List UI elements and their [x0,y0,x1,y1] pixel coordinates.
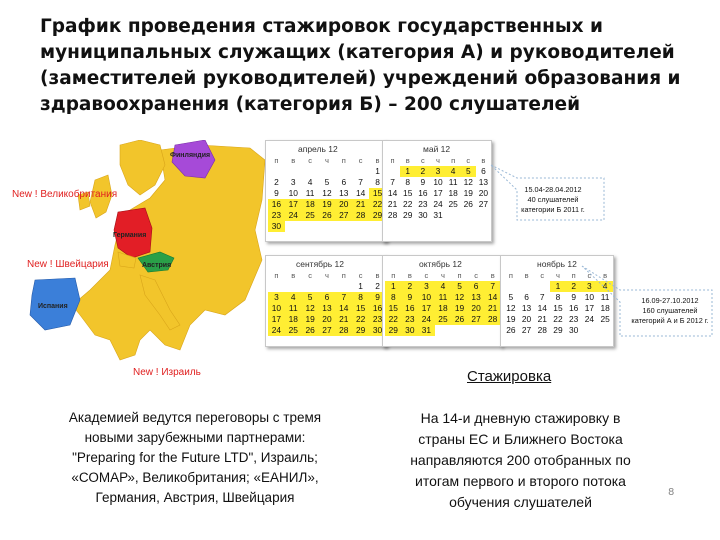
day: 10 [433,177,443,187]
day-highlighted: 2 [415,166,430,177]
finland-label: Финляндия [170,152,211,159]
day [484,325,501,336]
dow: в [524,271,529,280]
day [285,221,302,232]
day: 24 [433,199,443,209]
calendar-october [382,255,502,347]
day-highlighted: 24 [285,210,302,221]
calendar-month-label: ноябрь 12 [537,259,577,269]
dow: с [358,271,363,280]
day-highlighted: 20 [335,199,352,210]
day: 16 [418,188,428,198]
day: 23 [569,314,579,324]
dow: п [571,271,576,280]
day [451,325,468,336]
dow: с [420,156,425,165]
dow: п [341,156,346,165]
day-highlighted: 4 [597,281,613,292]
dow: в [405,156,410,165]
day [468,325,485,336]
day-highlighted: 27 [335,210,352,221]
day-highlighted: 7 [335,292,352,303]
scandinavia [120,140,165,195]
internship-line: направляются 200 отобранных по [410,452,631,468]
day-highlighted: 15 [369,188,386,199]
day-highlighted: 6 [468,281,485,292]
austria-label: Австрия [142,262,172,269]
day-highlighted: 3 [582,281,598,292]
day: 16 [569,303,579,313]
day [385,166,400,177]
day: 7 [539,292,545,302]
day [534,281,550,292]
dow: ч [324,271,329,280]
day-highlighted: 8 [385,292,402,303]
day: 6 [481,166,486,176]
dow: с [358,156,363,165]
day-highlighted: 6 [319,292,336,303]
day [285,166,302,177]
dow: ч [324,156,329,165]
day: 8 [405,177,411,187]
day-highlighted: 23 [369,314,386,325]
partners-line: «СОМАР», Великобритания; «ЕАНИЛ», [71,470,319,485]
day-highlighted: 20 [319,314,336,325]
day-highlighted: 12 [451,292,468,303]
day: 30 [569,325,579,335]
day-highlighted: 16 [268,199,285,210]
day: 29 [403,210,413,220]
germany-label: Германия [113,232,147,239]
day: 28 [387,210,398,220]
day-highlighted: 2 [402,281,419,292]
day [461,210,476,221]
day: 21 [537,314,547,324]
dow: с [540,271,545,280]
day-highlighted: 30 [369,325,386,336]
day: 13 [339,188,349,198]
day-highlighted: 8 [352,292,369,303]
day: 7 [390,177,395,187]
dow: в [481,156,486,165]
day: 20 [478,188,489,198]
day: 15 [403,188,413,198]
day: 25 [448,199,458,209]
day-highlighted: 21 [484,303,501,314]
day-highlighted: 4 [285,292,302,303]
day-highlighted: 21 [335,314,352,325]
day: 10 [288,188,298,198]
day-highlighted: 25 [435,314,452,325]
day: 3 [290,177,296,187]
day: 29 [553,325,563,335]
day-highlighted: 14 [335,303,352,314]
day-highlighted: 9 [369,292,386,303]
day-highlighted: 28 [352,210,369,221]
dow: в [490,271,495,280]
dow: ч [441,271,445,280]
day [268,281,285,292]
day-highlighted: 17 [268,314,285,325]
day: 24 [584,314,595,324]
day [319,281,336,292]
day-highlighted: 3 [418,281,435,292]
day-highlighted: 26 [319,210,336,221]
dow: п [391,271,396,280]
dow: в [375,156,380,165]
day-highlighted: 11 [435,292,452,303]
day [519,281,535,292]
day: 19 [463,188,473,198]
day: 26 [506,325,516,335]
day: 12 [463,177,473,187]
day [352,166,369,177]
dow: п [457,271,462,280]
day [302,221,319,232]
day: 6 [524,292,529,302]
calendar-month-label: май 12 [423,144,451,154]
day [335,221,352,232]
day-highlighted: 19 [302,314,319,325]
calendar-month-label: сентябрь 12 [296,259,345,269]
note-line: 15.04-28.04.2012 [524,185,582,194]
day: 17 [433,188,443,198]
day [503,281,519,292]
day: 25 [600,314,610,324]
day-highlighted: 29 [385,325,402,336]
day-highlighted: 26 [302,325,319,336]
day-highlighted: 28 [484,314,501,325]
day-highlighted: 15 [385,303,402,314]
day-highlighted: 26 [451,314,468,325]
day-highlighted: 15 [352,303,369,314]
day [268,166,285,177]
spring-note [505,185,601,215]
internship-line: итогам первого и второго потока [415,473,626,489]
dow: п [274,156,279,165]
day-highlighted: 5 [451,281,468,292]
day-highlighted: 28 [335,325,352,336]
internship-line: На 14-и дневную стажировку в [420,410,621,426]
day-highlighted: 16 [402,303,419,314]
calendar-september [265,255,387,347]
calendar-april [265,140,387,242]
dow: п [274,271,279,280]
day-highlighted: 1 [550,281,566,292]
day: 1 [375,166,380,176]
dow: в [291,156,296,165]
day: 9 [420,177,426,187]
day: 9 [274,188,279,198]
day [285,281,302,292]
day-highlighted: 17 [418,303,435,314]
day-highlighted: 31 [418,325,435,336]
day: 1 [358,281,363,291]
dow: с [424,271,429,280]
day-highlighted: 19 [451,303,468,314]
day-highlighted: 4 [446,166,461,177]
internship-text [378,408,663,513]
note-line: категории Б 2011 г. [521,205,585,214]
day: 11 [448,177,458,187]
day [302,166,319,177]
dow: в [603,271,608,280]
day-highlighted: 13 [319,303,336,314]
day-highlighted: 30 [268,221,285,232]
page-number: 8 [668,487,675,498]
dow: с [308,156,312,165]
calendar-month-label: апрель 12 [298,144,338,154]
day: 27 [478,199,489,209]
partners-line: "Preparing for the Future LTD", Израиль; [72,450,318,465]
day-highlighted: 18 [435,303,452,314]
day: 11 [305,188,315,198]
day: 22 [403,199,413,209]
day-highlighted: 1 [385,281,402,292]
day: 30 [418,210,428,220]
dow: в [407,271,412,280]
day-highlighted: 7 [484,281,501,292]
day: 27 [521,325,532,335]
day: 22 [553,314,563,324]
day: 11 [600,292,610,302]
day: 21 [387,199,398,209]
day-highlighted: 23 [402,314,419,325]
day-highlighted: 5 [302,292,319,303]
day-highlighted: 24 [418,314,435,325]
day: 26 [463,199,473,209]
day-highlighted: 29 [352,325,369,336]
calendar-month-label: октябрь 12 [419,259,462,269]
day-highlighted: 25 [302,210,319,221]
dow: в [291,271,296,280]
day: 8 [555,292,561,302]
day [319,166,336,177]
day: 2 [274,177,279,187]
day-highlighted: 29 [369,210,386,221]
day: 5 [324,177,330,187]
day-highlighted: 20 [468,303,485,314]
day-highlighted: 23 [268,210,285,221]
day: 23 [418,199,428,209]
partners-line: Академией ведутся переговоры с тремя [68,410,322,425]
internship-heading: Стажировка [467,368,552,385]
day-highlighted: 22 [369,199,386,210]
day: 14 [537,303,547,313]
note-line: 16.09-27.10.2012 [641,296,699,305]
day: 7 [358,177,363,187]
note-line: категорий А и Б 2012 г. [631,316,709,325]
dow: ч [436,156,440,165]
day: 2 [375,281,380,291]
day: 20 [521,314,532,324]
day-highlighted: 11 [285,303,302,314]
partners-line: новыми зарубежными партнерами: [84,430,306,445]
day-highlighted: 3 [268,292,285,303]
day-highlighted: 9 [402,292,419,303]
day: 18 [600,303,610,313]
day [446,210,461,221]
day: 15 [553,303,563,313]
day [335,281,352,292]
day-highlighted: 12 [302,303,319,314]
day-highlighted: 17 [285,199,302,210]
internship-line: страны ЕС и Ближнего Востока [418,431,623,447]
day-highlighted: 18 [302,199,319,210]
day [302,281,319,292]
autumn-note [622,296,718,326]
day-highlighted: 13 [468,292,485,303]
partners-line: Германия, Австрия, Швейцария [95,490,295,505]
dow: с [308,271,312,280]
day-highlighted: 30 [402,325,419,336]
day-highlighted: 22 [352,314,369,325]
day [352,221,369,232]
day-highlighted: 27 [319,325,336,336]
day-highlighted: 24 [268,325,285,336]
day: 6 [341,177,347,187]
day-highlighted: 25 [285,325,302,336]
dow: ч [556,271,560,280]
title-line: (заместителей руководителей) учреждений образования и [40,68,681,89]
title-line: График проведения стажировок государственных и [40,16,603,37]
note-line: 40 слушателей [527,195,579,204]
day-highlighted: 21 [352,199,369,210]
title-line: здравоохранения (категория Б) – 200 слушателей [40,94,581,115]
day-highlighted: 5 [461,166,476,177]
day-highlighted: 19 [319,199,336,210]
day: 31 [433,210,443,220]
spain-label: Испания [38,303,68,310]
day: 12 [322,188,332,198]
slide-title [40,14,680,118]
day: 9 [571,292,576,302]
title-line: муниципальных служащих (категория А) и руководителей [40,42,675,63]
day: 14 [355,188,366,198]
day: 5 [508,292,514,302]
day: 13 [478,177,489,187]
day-highlighted: 4 [435,281,452,292]
dow: п [390,156,395,165]
day: 19 [506,314,516,324]
day [335,166,352,177]
dow: п [508,271,513,280]
day-highlighted: 10 [268,303,285,314]
day [319,221,336,232]
dow: п [341,271,346,280]
day-highlighted: 18 [285,314,302,325]
day: 28 [537,325,547,335]
dow: с [474,271,478,280]
new-il-label: New ! Израиль [133,367,201,378]
day: 8 [375,177,380,187]
new-uk-label: New ! Великобритания [12,189,118,200]
new-ch-label: New ! Швейцария [27,259,109,270]
calendar-may [382,140,492,242]
dow: п [451,156,456,165]
day: 13 [521,303,532,313]
day [435,325,452,336]
note-line: 160 слушателей [642,306,698,315]
day-highlighted: 10 [418,292,435,303]
day: 18 [448,188,458,198]
partners-text [40,408,350,508]
internship-line: обучения слушателей [449,494,592,510]
day-highlighted: 27 [468,314,485,325]
day-highlighted: 16 [369,303,386,314]
day-highlighted: 22 [385,314,402,325]
day: 12 [506,303,516,313]
day-highlighted: 3 [430,166,445,177]
day-highlighted: 2 [566,281,582,292]
day: 4 [307,177,313,187]
day-highlighted: 14 [484,292,501,303]
dow: в [375,271,380,280]
day: 10 [584,292,595,302]
day: 14 [387,188,398,198]
dow: с [466,156,471,165]
day-highlighted: 1 [400,166,415,177]
day: 17 [584,303,595,313]
dow: с [587,271,592,280]
